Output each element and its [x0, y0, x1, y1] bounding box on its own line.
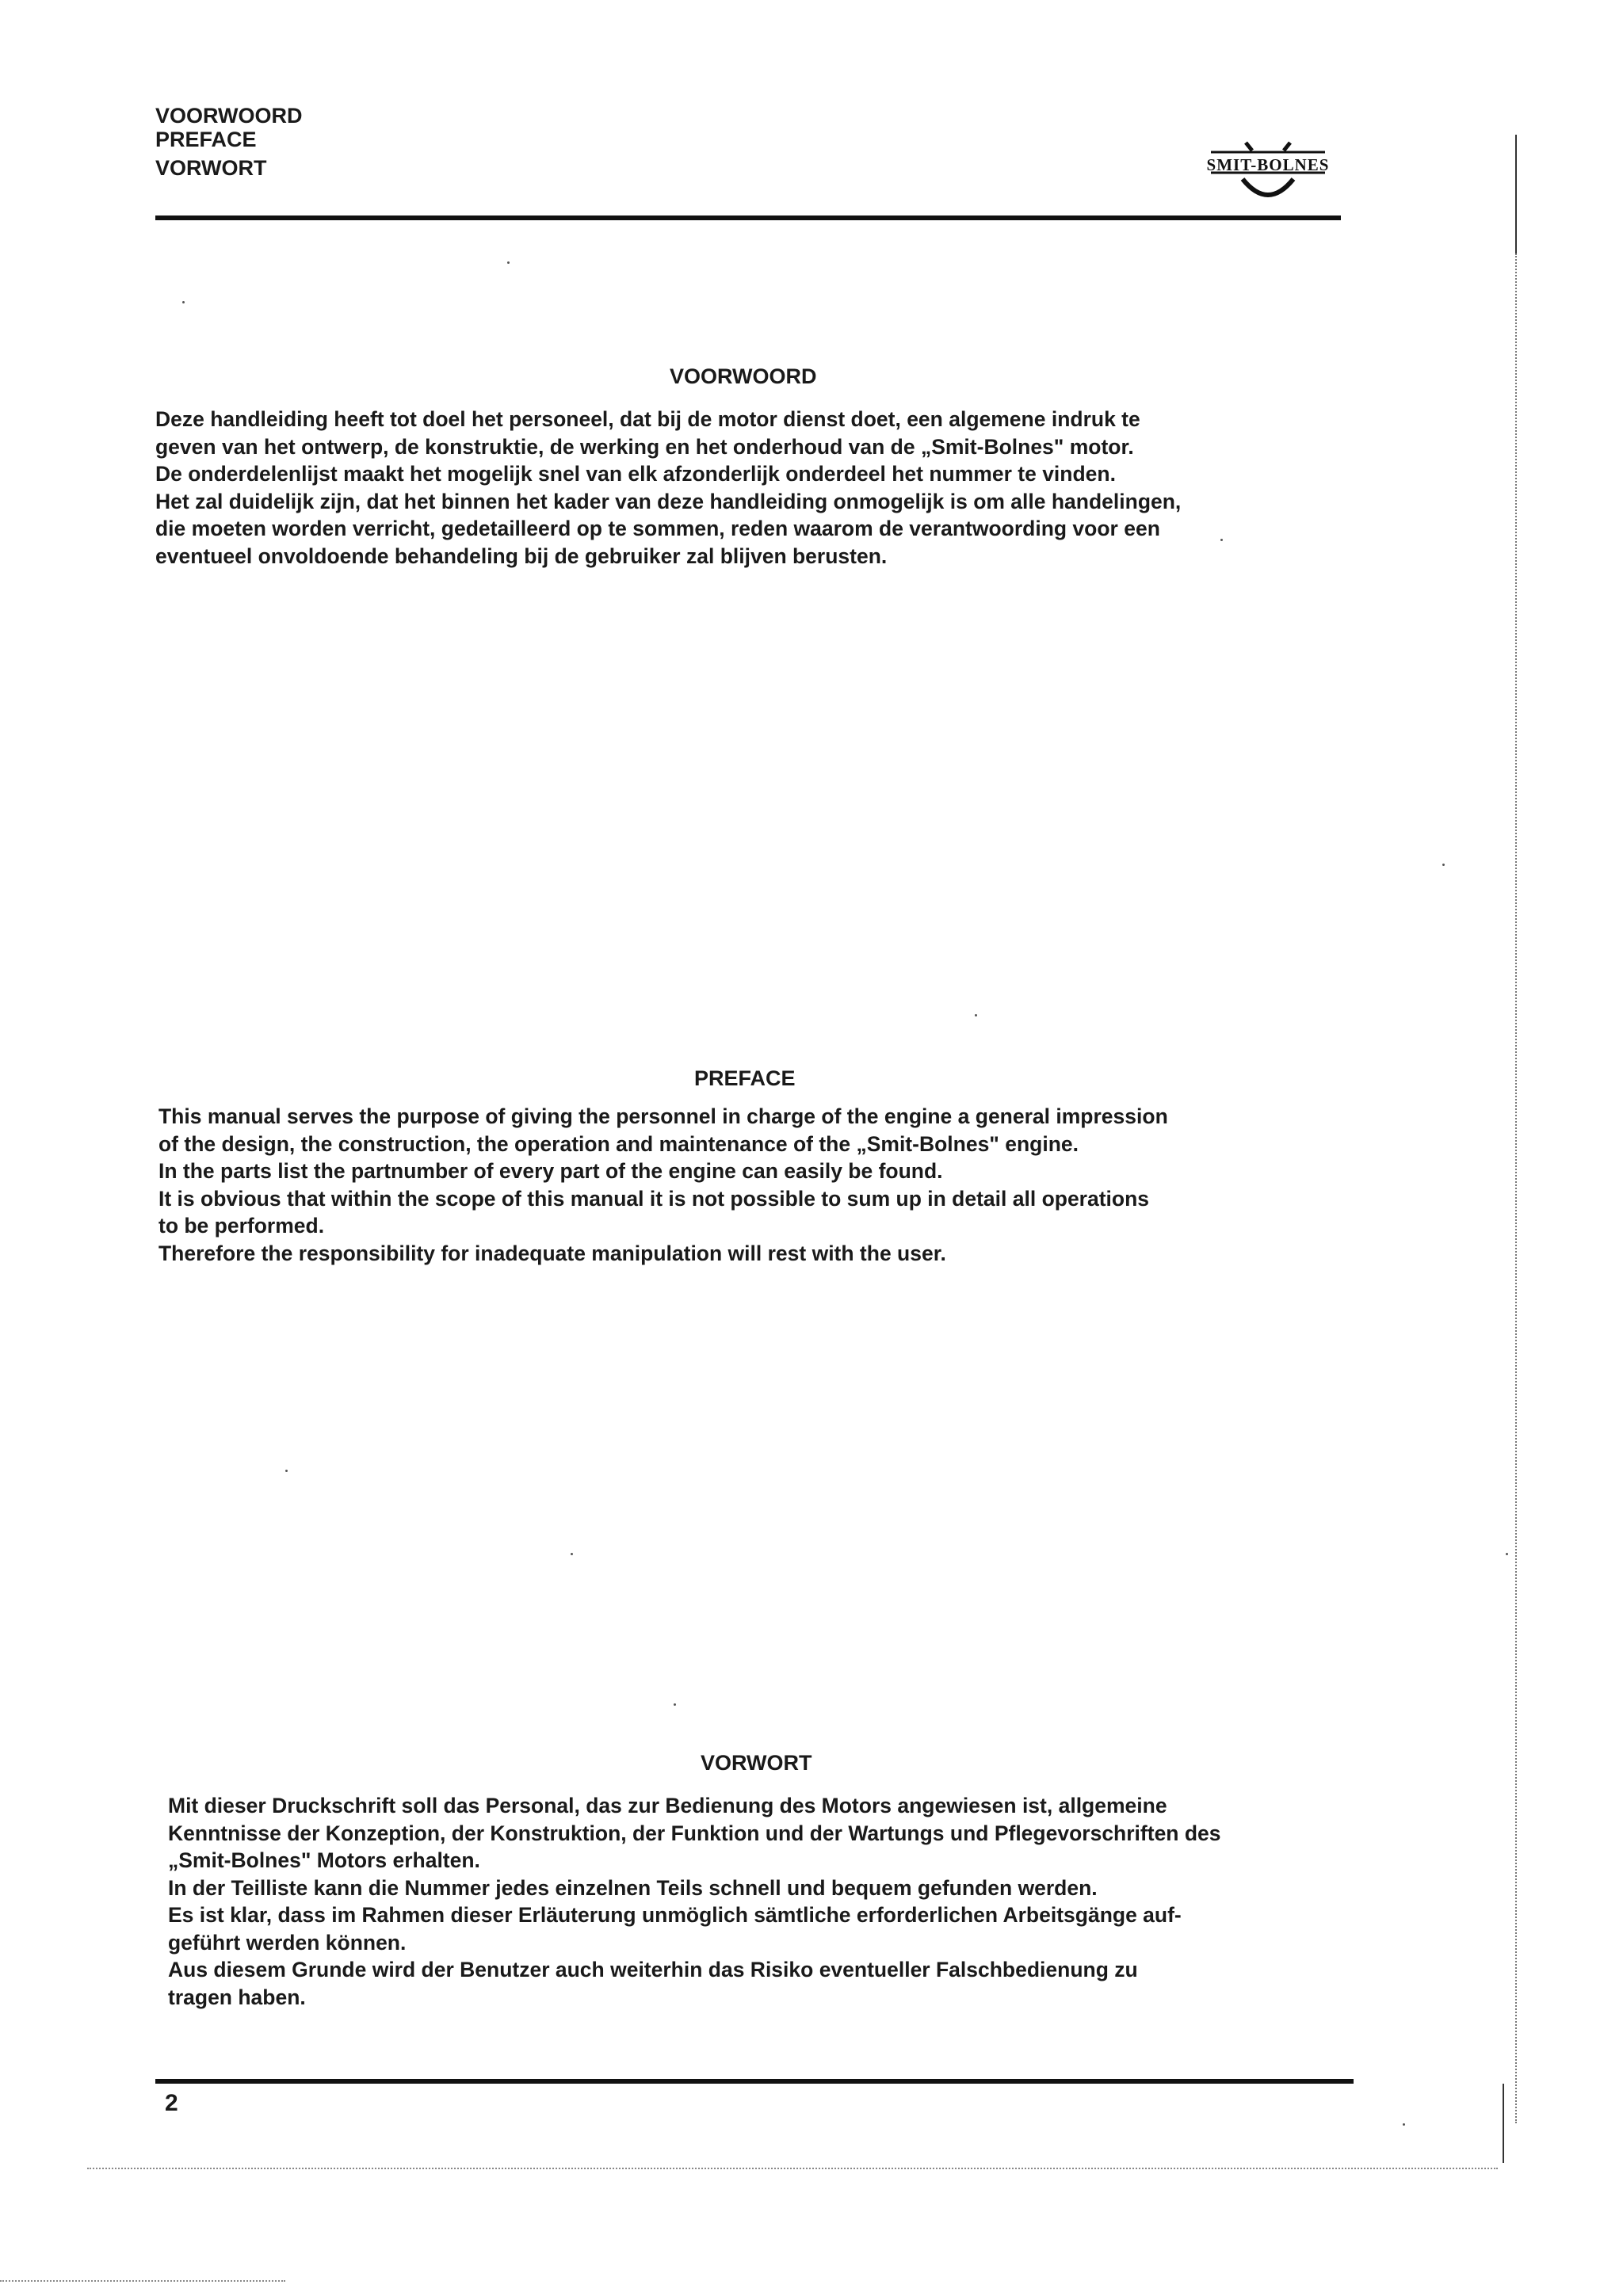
text-line: tragen haben.	[168, 1985, 306, 2009]
header-cut-title: VOORWOORD	[155, 104, 303, 128]
header-title-english: PREFACE	[155, 128, 257, 151]
text-line: It is obvious that within the scope of this manual it is not possible to sum up in detail all operations	[158, 1186, 1150, 1211]
scan-speck	[507, 261, 510, 264]
scan-speck	[571, 1553, 573, 1555]
scan-speck	[1220, 539, 1223, 541]
footer-rule	[155, 2079, 1354, 2084]
scan-bottom-dots	[87, 2168, 1498, 2169]
paragraph-vorwort	[168, 1792, 1357, 2011]
text-line: In the parts list the partnumber of every part of the engine can easily be found.	[158, 1159, 943, 1183]
paragraph-preface	[158, 1103, 1347, 1267]
section-title-vorwort: VORWORT	[701, 1751, 812, 1775]
text-line: This manual serves the purpose of giving the personnel in charge of the engine a general impression	[158, 1104, 1168, 1128]
text-line: Aus diesem Grunde wird der Benutzer auch weiterhin das Risiko eventueller Falschbedienung zu	[168, 1958, 1138, 1981]
paragraph-voorwoord	[155, 406, 1347, 570]
text-line: Het zal duidelijk zijn, dat het binnen het kader van deze handleiding onmogelijk is om alle handelingen,	[155, 489, 1182, 513]
logo-text: SMIT-BOLNES	[1206, 155, 1330, 174]
section-title-voorwoord: VOORWOORD	[670, 364, 817, 388]
section-title-preface: PREFACE	[694, 1066, 796, 1090]
text-line: Mit dieser Druckschrift soll das Personal, das zur Bedienung des Motors angewiesen ist, allgemeine	[168, 1794, 1167, 1817]
smit-bolnes-logo	[1197, 135, 1339, 204]
scan-corner-dots	[0, 2280, 285, 2282]
scan-speck	[975, 1014, 977, 1016]
scan-speck	[285, 1470, 288, 1472]
text-line: In der Teilliste kann die Nummer jedes einzelnen Teils schnell und bequem gefunden werden.	[168, 1875, 1098, 1900]
text-line: „Smit-Bolnes" Motors erhalten.	[168, 1848, 480, 1872]
header-rule	[155, 215, 1341, 220]
text-line: De onderdelenlijst maakt het mogelijk snel van elk afzonderlijk onderdeel het nummer te vinden.	[155, 462, 1116, 486]
scan-speck	[1442, 864, 1445, 866]
text-line: geführt werden können.	[168, 1930, 407, 1955]
text-line: of the design, the construction, the operation and maintenance of the „Smit-Bolnes" engine.	[158, 1131, 1079, 1156]
scan-edge-line	[1515, 135, 1517, 254]
page-number: 2	[165, 2090, 178, 2116]
text-line: eventueel onvoldoende behandeling bij de gebruiker zal blijven berusten.	[155, 543, 888, 568]
text-line: die moeten worden verricht, gedetailleerd op te sommen, reden waarom de verantwoording voor een	[155, 517, 1160, 540]
text-line: Therefore the responsibility for inadequate manipulation will rest with the user.	[158, 1241, 946, 1265]
text-line: Kenntnisse der Konzeption, der Konstruktion, der Funktion und der Wartungs und Pflegevorschriften des	[168, 1821, 1221, 1845]
scan-speck	[1403, 2123, 1405, 2126]
text-line: geven van het ontwerp, de konstruktie, de werking en het onderhoud van de „Smit-Bolnes" motor.	[155, 434, 1134, 459]
scan-edge-dots	[1515, 254, 1517, 2123]
text-line: Deze handleiding heeft tot doel het personeel, dat bij de motor dienst doet, een algemene indruk te	[155, 407, 1140, 431]
text-line: to be performed.	[158, 1214, 325, 1238]
header-title-german: VORWORT	[155, 156, 267, 180]
header-titles	[155, 125, 267, 182]
text-line: Es ist klar, dass im Rahmen dieser Erläuterung unmöglich sämtliche erforderlichen Arbeitsgänge auf-	[168, 1903, 1182, 1927]
scan-edge-line-bottom	[1503, 2084, 1504, 2163]
scan-speck	[1506, 1553, 1508, 1555]
scan-speck	[182, 301, 185, 303]
scan-speck	[674, 1703, 676, 1706]
